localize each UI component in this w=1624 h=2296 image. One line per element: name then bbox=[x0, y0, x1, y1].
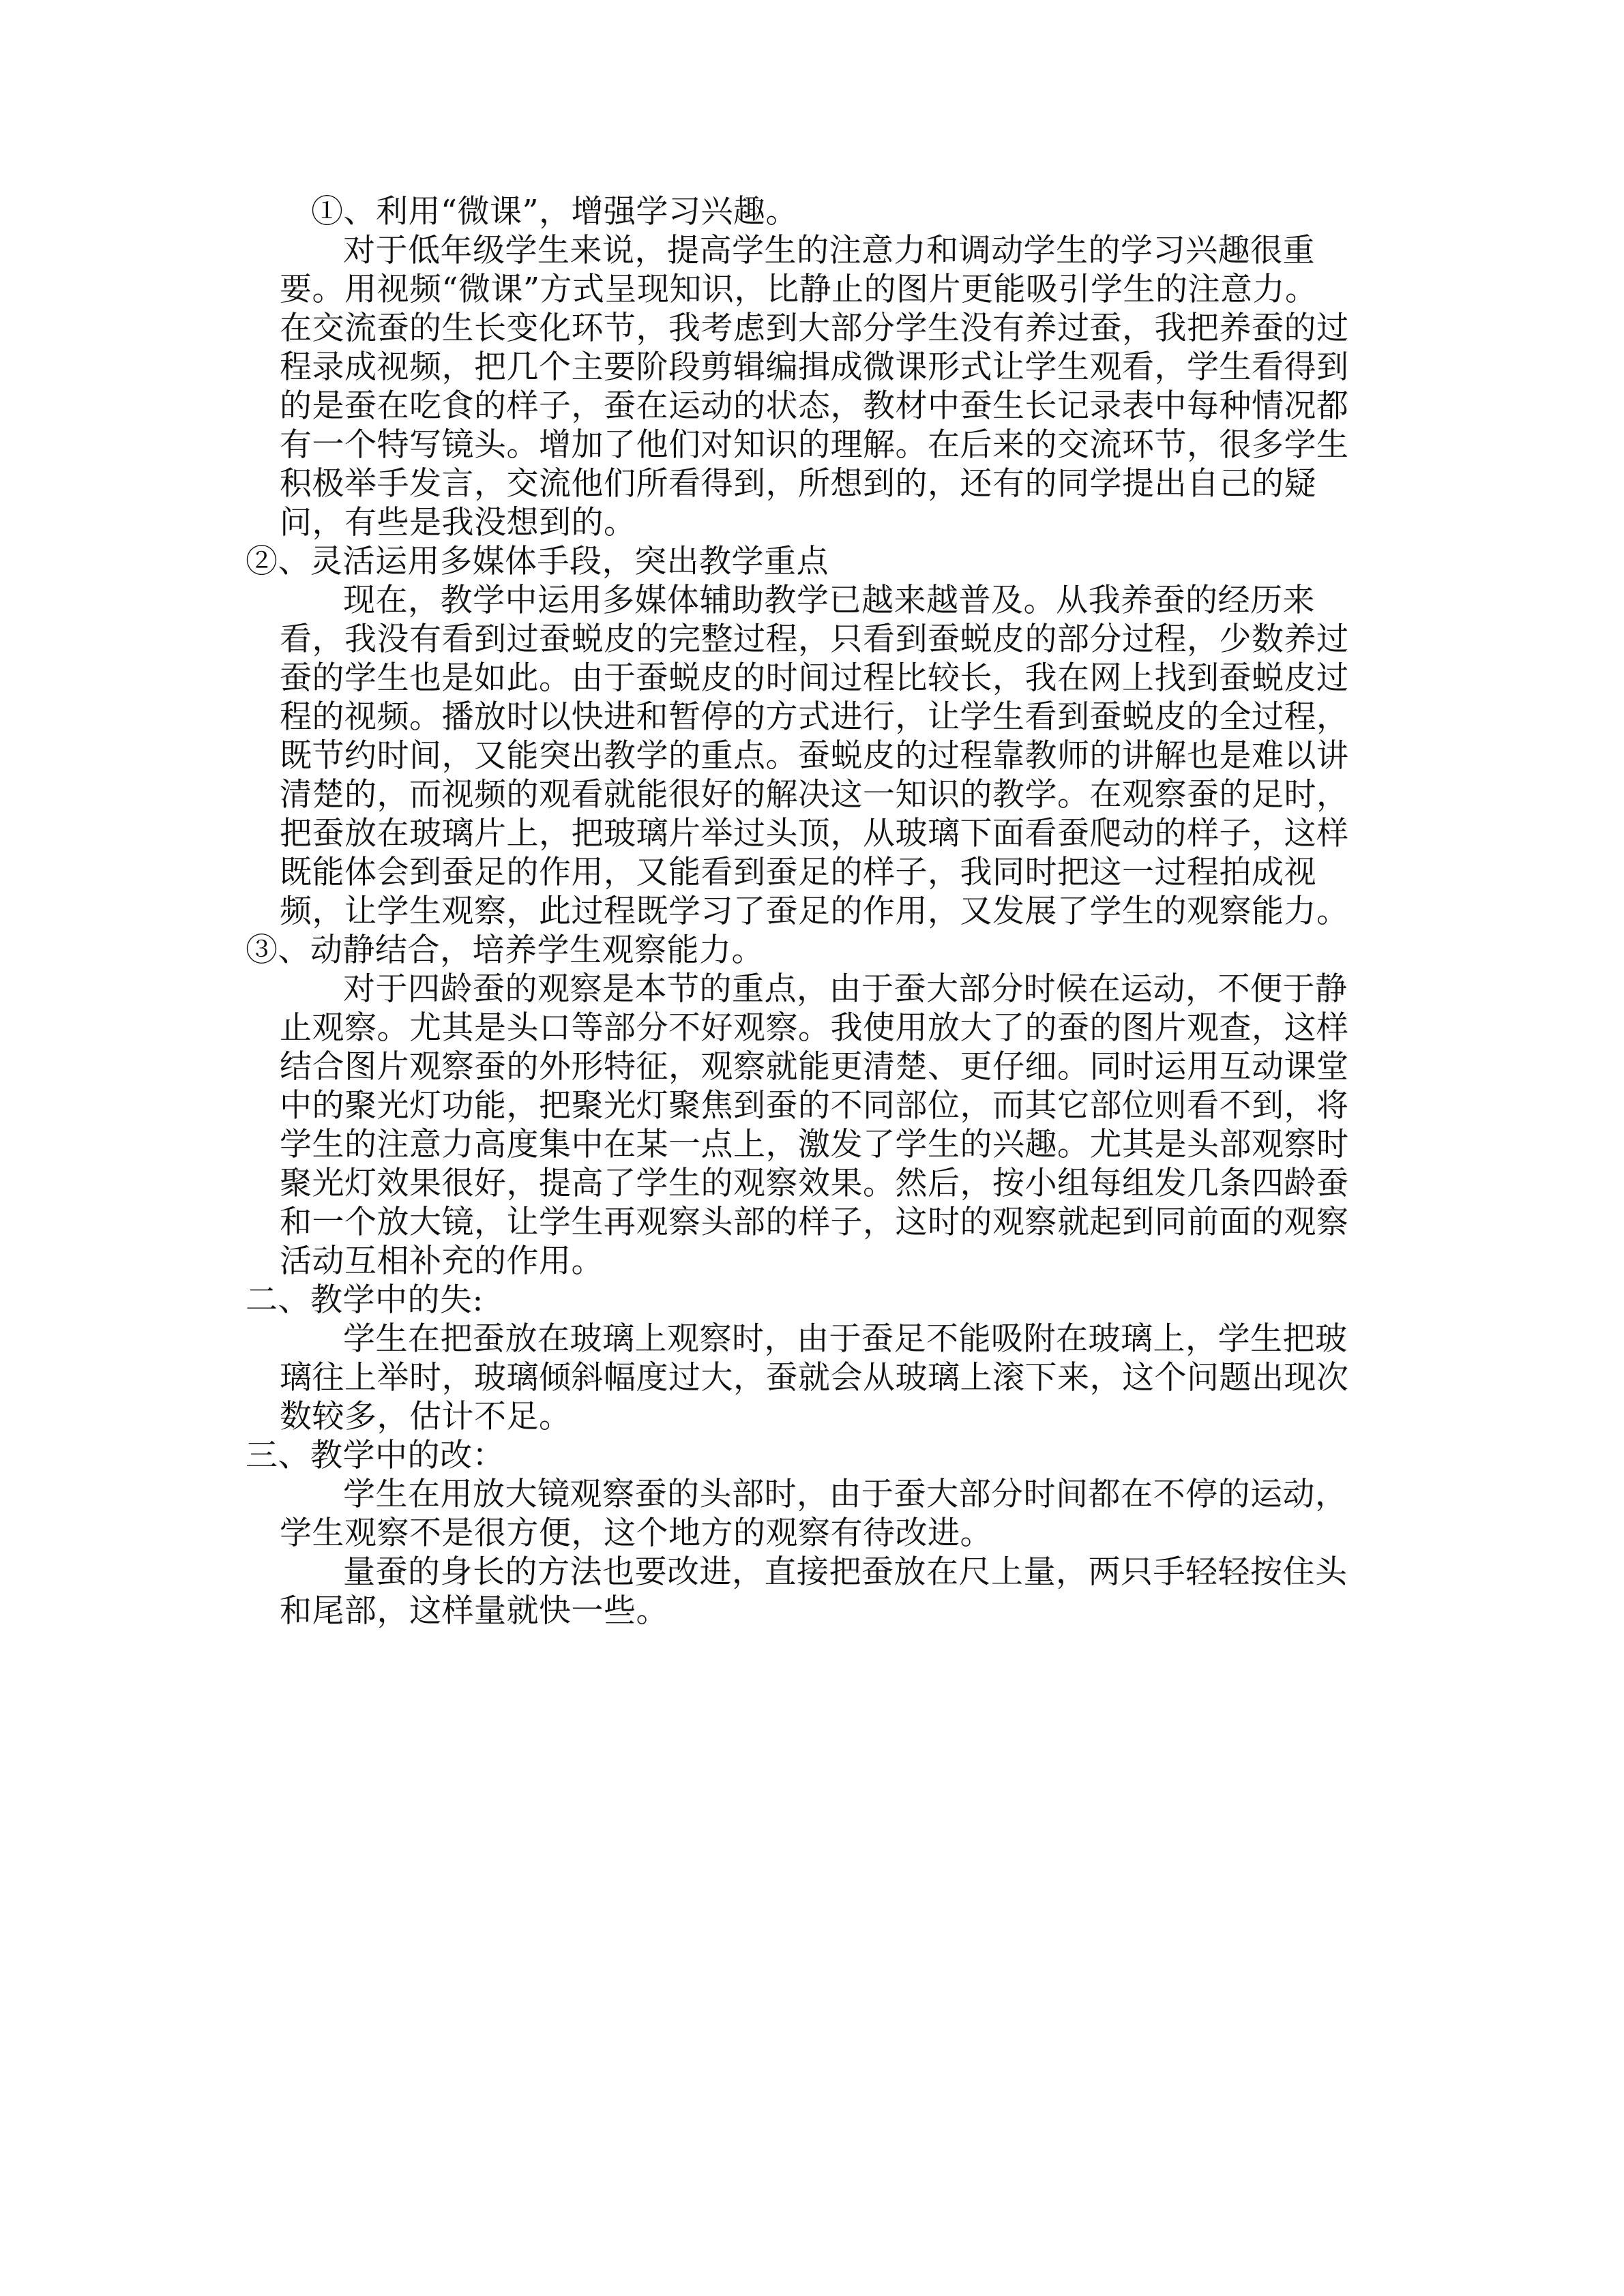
paragraph-line: 清楚的，而视频的观看就能很好的解决这一知识的教学。在观察蚕的足时， bbox=[280, 776, 1349, 814]
paragraph-line: 在交流蚕的生长变化环节，我考虑到大部分学生没有养过蚕，我把养蚕的过 bbox=[280, 310, 1349, 347]
paragraph-line: 和尾部，这样量就快一些。 bbox=[280, 1592, 668, 1630]
paragraph-line: 学生的注意力高度集中在某一点上，激发了学生的兴趣。尤其是头部观察时 bbox=[280, 1126, 1349, 1163]
paragraph-line: 学生在把蚕放在玻璃上观察时，由于蚕足不能吸附在玻璃上，学生把玻 bbox=[343, 1320, 1348, 1358]
paragraph-line: 的是蚕在吃食的样子，蚕在运动的状态，教材中蚕生长记录表中每种情况都 bbox=[280, 387, 1349, 425]
paragraph-line: 学生观察不是很方便，这个地方的观察有待改进。 bbox=[280, 1515, 992, 1552]
paragraph-line: 璃往上举时，玻璃倾斜幅度过大，蚕就会从玻璃上滚下来，这个问题出现次 bbox=[280, 1359, 1349, 1397]
subsection-title-multimedia: ②、灵活运用多媒体手段，突出教学重点 bbox=[246, 543, 829, 580]
paragraph-line: 活动互相补充的作用。 bbox=[280, 1242, 604, 1280]
paragraph-line: 结合图片观察蚕的外形特征，观察就能更清楚、更仔细。同时运用互动课堂 bbox=[280, 1048, 1349, 1086]
section-title-improvements: 三、教学中的改： bbox=[246, 1437, 505, 1474]
paragraph-line: 问，有些是我没想到的。 bbox=[280, 504, 636, 541]
paragraph-line: 对于四龄蚕的观察是本节的重点，由于蚕大部分时候在运动，不便于静 bbox=[343, 970, 1348, 1008]
paragraph-line: 对于低年级学生来说，提高学生的注意力和调动学生的学习兴趣很重 bbox=[343, 232, 1315, 269]
section-title-shortcomings: 二、教学中的失: bbox=[246, 1281, 484, 1319]
paragraph-line: 有一个特写镜头。增加了他们对知识的理解。在后来的交流环节，很多学生 bbox=[280, 426, 1349, 464]
paragraph-line: 既能体会到蚕足的作用，又能看到蚕足的样子，我同时把这一过程拍成视 bbox=[280, 854, 1316, 891]
paragraph-line: 量蚕的身长的方法也要改进，直接把蚕放在尺上量，两只手轻轻按住头 bbox=[343, 1553, 1348, 1591]
paragraph-line: 看，我没有看到过蚕蜕皮的完整过程，只看到蚕蜕皮的部分过程，少数养过 bbox=[280, 621, 1349, 658]
subsection-title-observation: ③、动静结合，培养学生观察能力。 bbox=[246, 931, 764, 969]
paragraph-line: 学生在用放大镜观察蚕的头部时，由于蚕大部分时间都在不停的运动， bbox=[343, 1476, 1348, 1513]
paragraph-line: 既节约时间，又能突出教学的重点。蚕蜕皮的过程靠教师的讲解也是难以讲 bbox=[280, 737, 1349, 775]
paragraph-line: 止观察。尤其是头口等部分不好观察。我使用放大了的蚕的图片观查，这样 bbox=[280, 1009, 1349, 1047]
subsection-title-microlesson: ①、利用“微课”，增强学习兴趣。 bbox=[311, 193, 799, 230]
paragraph-line: 数较多，估计不足。 bbox=[280, 1398, 572, 1435]
paragraph-line: 中的聚光灯功能，把聚光灯聚焦到蚕的不同部位，而其它部位则看不到，将 bbox=[280, 1087, 1349, 1124]
paragraph-line: 频，让学生观察，此过程既学习了蚕足的作用，又发展了学生的观察能力。 bbox=[280, 893, 1349, 930]
paragraph-line: 程录成视频，把几个主要阶段剪辑编揖成微课形式让学生观看，学生看得到 bbox=[280, 348, 1349, 386]
paragraph-line: 和一个放大镜，让学生再观察头部的样子，这时的观察就起到同前面的观察 bbox=[280, 1204, 1349, 1241]
document-body bbox=[246, 192, 1371, 1630]
paragraph-line: 要。用视频“微课”方式呈现知识，比静止的图片更能吸引学生的注意力。 bbox=[280, 271, 1318, 308]
paragraph-line: 蚕的学生也是如此。由于蚕蜕皮的时间过程比较长，我在网上找到蚕蜕皮过 bbox=[280, 659, 1349, 697]
paragraph-line: 积极举手发言，交流他们所看得到，所想到的，还有的同学提出自己的疑 bbox=[280, 465, 1316, 503]
paragraph-line: 现在，教学中运用多媒体辅助教学已越来越普及。从我养蚕的经历来 bbox=[343, 582, 1315, 619]
paragraph-line: 聚光灯效果很好，提高了学生的观察效果。然后，按小组每组发几条四龄蚕 bbox=[280, 1165, 1349, 1202]
paragraph-line: 把蚕放在玻璃片上，把玻璃片举过头顶，从玻璃下面看蚕爬动的样子，这样 bbox=[280, 815, 1349, 852]
paragraph-line: 程的视频。播放时以快进和暂停的方式进行，让学生看到蚕蜕皮的全过程， bbox=[280, 698, 1349, 736]
